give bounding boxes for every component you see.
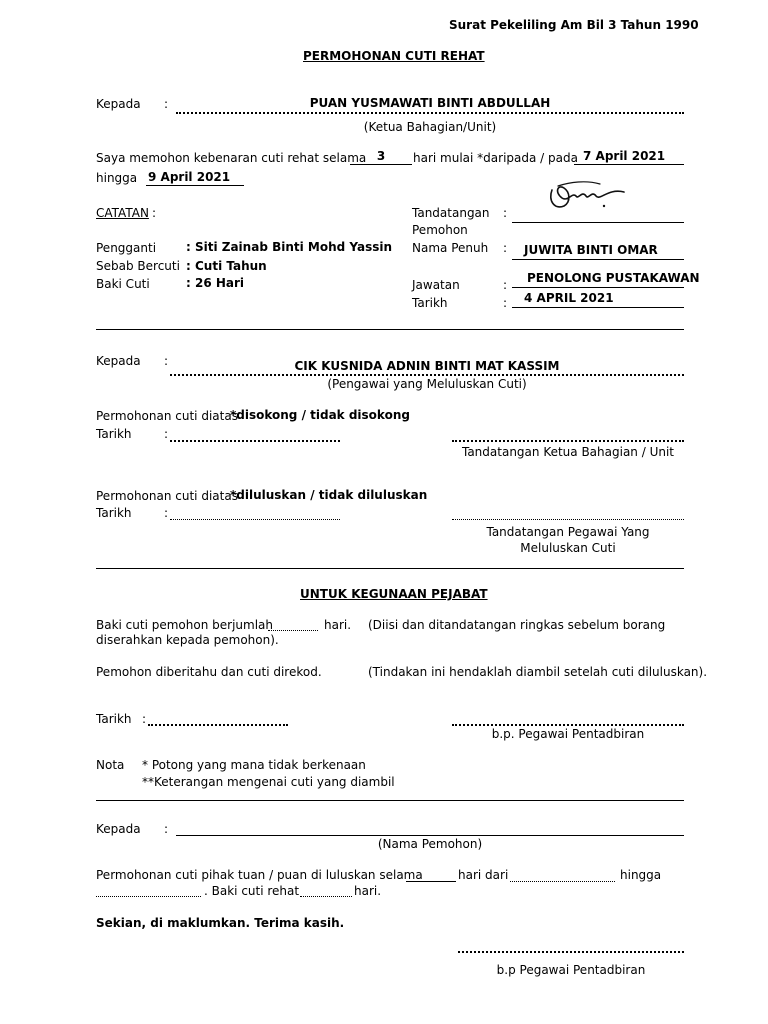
notified-text: Pemohon diberitahu dan cuti direkod.: [96, 665, 322, 679]
to-line: [176, 112, 684, 114]
office-balance-note: (Diisi dan ditandatangan ringkas sebelum borang: [368, 618, 666, 632]
fullname-line: [512, 259, 684, 260]
signature-line: [512, 222, 684, 223]
reply-admin-signature-line[interactable]: [458, 951, 684, 953]
office-balance-text: Baki cuti pemohon berjumlah: [96, 618, 273, 632]
office-date-colon: :: [142, 712, 147, 726]
replacement-label: Pengganti: [96, 241, 157, 255]
fullname-colon: :: [503, 241, 508, 255]
section-divider-3: [96, 800, 684, 801]
nota-1: * Potong yang mana tidak berkenaan: [142, 758, 366, 772]
approve-options[interactable]: *diluluskan / tidak diluluskan: [230, 488, 428, 502]
signature-colon: :: [503, 206, 508, 220]
position-label: Jawatan: [412, 278, 460, 292]
date-line: [512, 307, 684, 308]
approver-name: CIK KUSNIDA ADNIN BINTI MAT KASSIM: [294, 359, 560, 373]
days-line: [350, 164, 412, 165]
until-text: hingga: [96, 171, 138, 185]
admin-signature-line[interactable]: [452, 724, 684, 726]
reply-balance-line[interactable]: [300, 896, 352, 897]
approver-line: [170, 374, 684, 376]
officer-signature-caption-2: Meluluskan Cuti: [520, 541, 616, 555]
fullname-value[interactable]: JUWITA BINTI OMAR: [524, 243, 658, 257]
approve-text: Permohonan cuti diatas: [96, 489, 238, 503]
office-date-label: Tarikh: [96, 712, 132, 726]
approver-caption: (Pengawai yang Meluluskan Cuti): [327, 377, 527, 391]
balance-value: : 26 Hari: [186, 276, 245, 290]
balance-label: Baki Cuti: [96, 277, 150, 291]
office-date-line[interactable]: [148, 724, 288, 726]
reply-to-label: Kepada: [96, 822, 141, 836]
reason-label: Sebab Bercuti: [96, 259, 180, 273]
approve-date-line[interactable]: [170, 519, 340, 520]
end-date-line: [146, 185, 244, 186]
nota-label: Nota: [96, 758, 125, 772]
approver-to-label: Kepada: [96, 354, 141, 368]
head-signature-line[interactable]: [452, 440, 684, 442]
position-colon: :: [503, 278, 508, 292]
reply-hingga: hingga: [620, 868, 662, 882]
head-signature-caption: Tandatangan Ketua Bahagian / Unit: [461, 445, 674, 459]
date-label: Tarikh: [412, 296, 448, 310]
admin-caption: b.p. Pegawai Pentadbiran: [491, 727, 645, 741]
approve-date-label: Tarikh: [96, 506, 132, 520]
reply-approved-text: Permohonan cuti pihak tuan / puan di luluskan selama: [96, 868, 423, 882]
notes-colon: :: [152, 206, 157, 220]
office-use-title: UNTUK KEGUNAAN PEJABAT: [300, 587, 488, 601]
circular-reference: Surat Pekeliling Am Bil 3 Tahun 1990: [449, 18, 699, 32]
request-text: Saya memohon kebenaran cuti rehat selama: [96, 151, 367, 165]
notes-label: CATATAN: [96, 206, 149, 220]
start-date[interactable]: 7 April 2021: [583, 149, 666, 163]
support-date-line[interactable]: [170, 440, 340, 442]
support-text: Permohonan cuti diatas: [96, 409, 238, 423]
reply-name-caption: (Nama Pemohon): [377, 837, 483, 851]
closing-text: Sekian, di maklumkan. Terima kasih.: [96, 916, 345, 930]
reply-name-line[interactable]: [176, 835, 684, 836]
reply-from-line[interactable]: [510, 881, 615, 882]
replacement-value: : Siti Zainab Binti Mohd Yassin: [186, 240, 393, 254]
office-balance-line[interactable]: [268, 630, 318, 631]
date-colon: :: [503, 296, 508, 310]
approver-to-colon: :: [164, 354, 169, 368]
to-colon: :: [164, 97, 169, 111]
reply-hari-dari: hari dari: [458, 868, 509, 882]
position-line: [512, 287, 684, 288]
reply-until-line[interactable]: [96, 896, 201, 897]
nota-2: **Keterangan mengenai cuti yang diambil: [142, 775, 395, 789]
signature-label: Tandatangan: [412, 206, 490, 220]
section-divider-2: [96, 568, 684, 569]
reply-days-line[interactable]: [406, 881, 456, 882]
support-date-label: Tarikh: [96, 427, 132, 441]
reply-admin-caption: b.p Pegawai Pentadbiran: [496, 963, 646, 977]
office-balance-note-2: diserahkan kepada pemohon).: [96, 633, 279, 647]
notified-note: (Tindakan ini hendaklah diambil setelah cuti diluluskan).: [368, 665, 708, 679]
fullname-label: Nama Penuh: [412, 241, 489, 255]
head-of-unit-name: PUAN YUSMAWATI BINTI ABDULLAH: [309, 96, 551, 110]
application-date[interactable]: 4 APRIL 2021: [524, 291, 614, 305]
reply-to-colon: :: [164, 822, 169, 836]
start-date-line: [574, 164, 684, 165]
leave-days[interactable]: 3: [376, 149, 386, 163]
office-balance-unit: hari.: [324, 618, 352, 632]
section-divider-1: [96, 329, 684, 330]
signature-label-2: Pemohon: [412, 223, 468, 237]
reply-balance-text: . Baki cuti rehat: [204, 884, 300, 898]
end-date[interactable]: 9 April 2021: [148, 170, 231, 184]
officer-signature-line[interactable]: [452, 519, 684, 520]
reply-hari: hari.: [354, 884, 382, 898]
from-text: hari mulai *daripada / pada: [413, 151, 578, 165]
approve-date-colon: :: [164, 506, 169, 520]
head-of-unit-caption: (Ketua Bahagian/Unit): [363, 120, 497, 134]
reason-value: : Cuti Tahun: [186, 259, 267, 273]
officer-signature-caption: Tandatangan Pegawai Yang: [486, 525, 650, 539]
support-date-colon: :: [164, 427, 169, 441]
to-label: Kepada: [96, 97, 141, 111]
support-options[interactable]: *disokong / tidak disokong: [230, 408, 410, 422]
applicant-signature-icon: [538, 176, 638, 216]
position-value[interactable]: PENOLONG PUSTAKAWAN: [527, 271, 700, 285]
form-title: PERMOHONAN CUTI REHAT: [303, 49, 485, 63]
